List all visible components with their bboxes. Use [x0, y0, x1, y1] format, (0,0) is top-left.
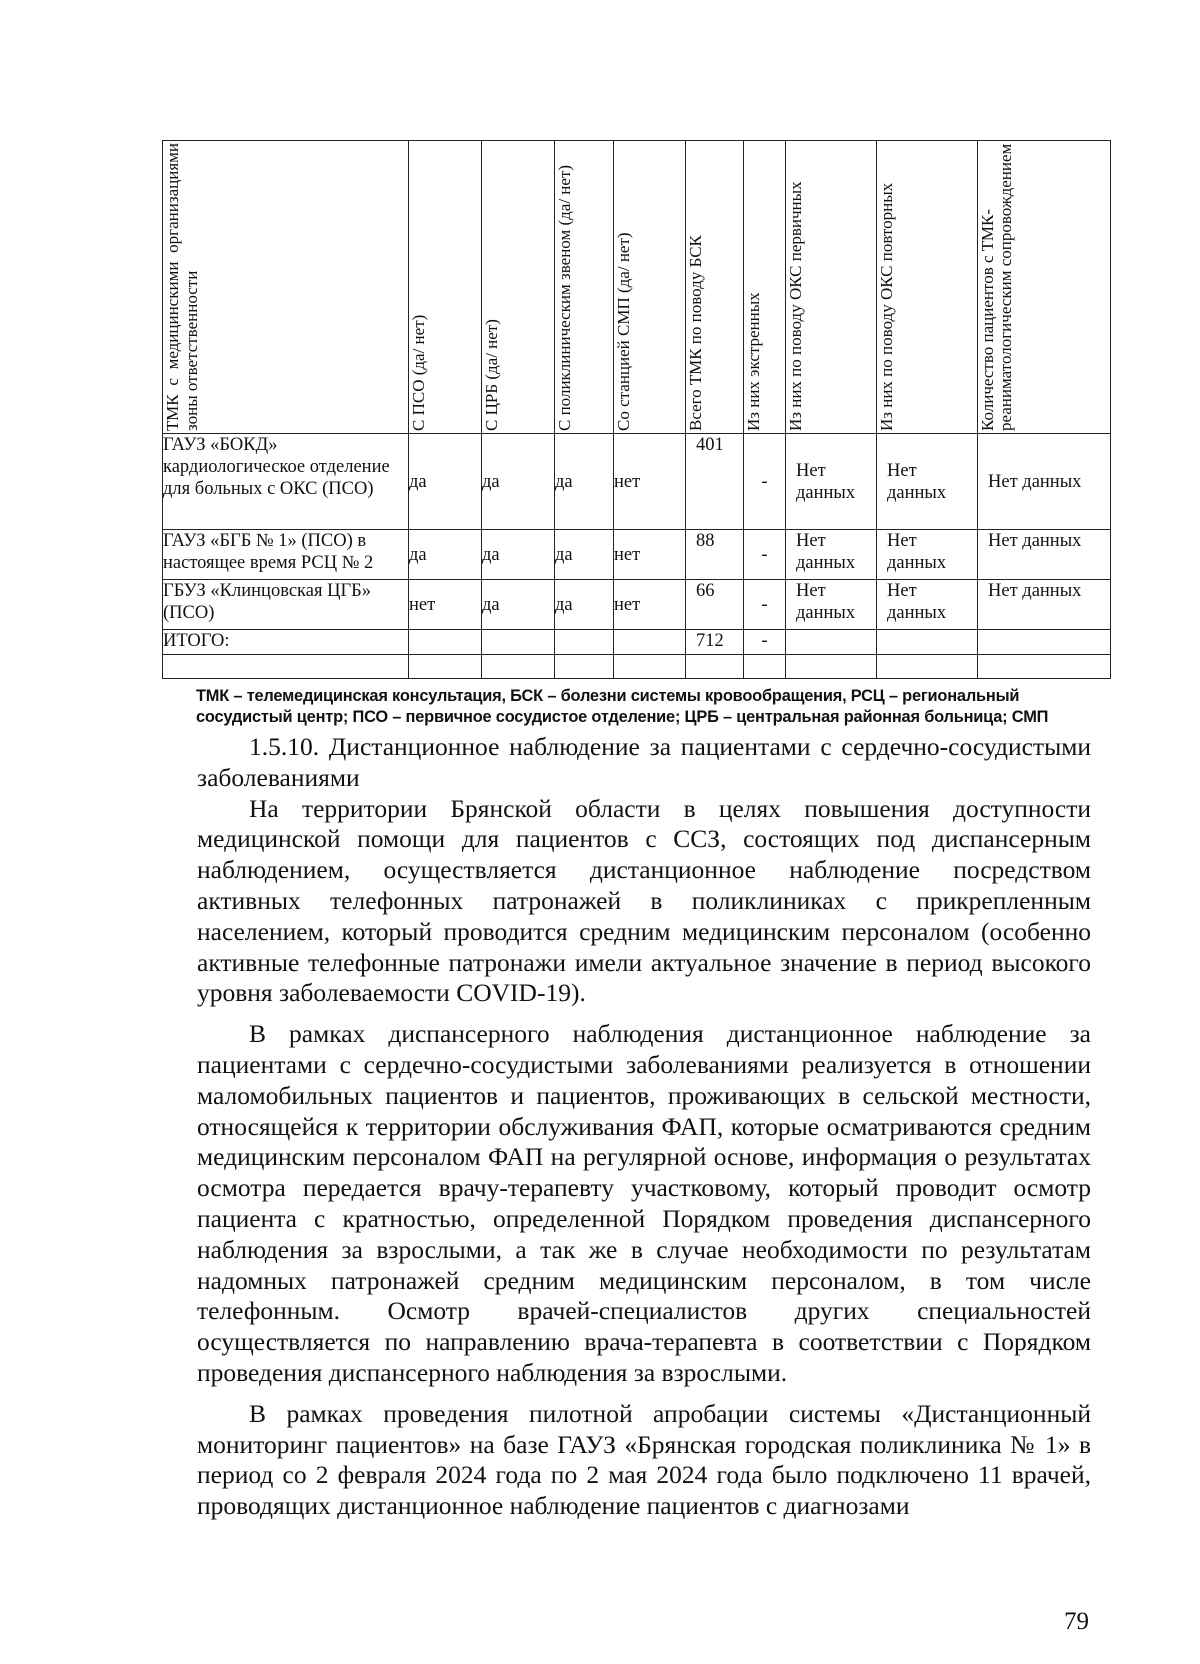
- header-cell: С ПСО (да/ нет): [409, 141, 482, 434]
- table-cell: ГАУЗ «БГБ № 1» (ПСО) в настоящее время РСЦ № 2: [163, 530, 409, 580]
- table-cell: да: [409, 434, 482, 530]
- paragraph: В рамках проведения пилотной апробации системы «Дистанционный мониторинг пациентов» на базе ГАУЗ «Брянская городская поликлиника № 1» в период со 2 февраля 2024 года по 2 мая 2024 года было подключено 11 врачей, проводящих дистанционное наблюдение пациентов с диагнозами: [197, 1398, 1091, 1521]
- table-row: [163, 630, 1111, 655]
- table-cell: Нет данных: [877, 580, 978, 630]
- table-cell: нет: [614, 434, 686, 530]
- table-cell: -: [744, 580, 786, 630]
- table-cell: [614, 655, 686, 679]
- footnote-line: сосудистый центр; ПСО – первичное сосудистое отделение; ЦРБ – центральная районная больница; СМП: [196, 708, 1049, 726]
- page-number: 79: [1064, 1608, 1089, 1635]
- table-cell: [877, 655, 978, 679]
- table-cell: [686, 655, 744, 679]
- table-cell: [614, 630, 686, 655]
- table-cell: [482, 655, 555, 679]
- table-cell: да: [482, 530, 555, 580]
- table-cell: 88: [686, 530, 744, 580]
- table-cell: [163, 655, 409, 679]
- table-cell: -: [744, 630, 786, 655]
- table-cell: [555, 655, 614, 679]
- table-cell: да: [409, 530, 482, 580]
- table-cell: 401: [686, 434, 744, 530]
- table-row: [163, 434, 1111, 530]
- table-cell: 712: [686, 630, 744, 655]
- table-cell: Нет данных: [978, 530, 1111, 580]
- table-cell: [409, 655, 482, 679]
- table-cell: Нет данных: [786, 434, 877, 530]
- table-header-row: [163, 141, 1111, 434]
- table-footnote: [196, 686, 1096, 728]
- header-cell: С поликлиническим звеном (да/ нет): [555, 141, 614, 434]
- table-cell: -: [744, 530, 786, 580]
- table-cell: [978, 655, 1111, 679]
- table-cell: ГАУЗ «БОКД» кардиологическое отделение для больных с ОКС (ПСО): [163, 434, 409, 530]
- table-cell: Нет данных: [877, 530, 978, 580]
- table-cell: нет: [409, 580, 482, 630]
- paragraph: В рамках диспансерного наблюдения дистанционное наблюдение за пациентами с сердечно-сосудистыми заболеваниями реализуется в отношении маломобильных пациентов и пациентов, проживающих в сельской местности, относящейся к территории обслуживания ФАП, которые осматриваются средним медицинским персоналом ФАП на регулярной основе, информация о результатах осмотра передается врачу-терапевту участковому, который проводит осмотр пациента с кратностью, определенной Порядком проведения диспансерного наблюдения за взрослыми, а так же в случае необходимости по результатам надомных патронажей средним медицинским персоналом, в том числе телефонным. Осмотр врачей-специалистов других специальностей осуществляется по направлению врача-терапевта в соответствии с Порядком проведения диспансерного наблюдения за взрослыми.: [197, 1019, 1091, 1387]
- table-cell: -: [744, 434, 786, 530]
- table-cell: Нет данных: [786, 530, 877, 580]
- header-cell: Из них экстренных: [744, 141, 786, 434]
- header-cell: С ЦРБ (да/ нет): [482, 141, 555, 434]
- table-cell: [877, 630, 978, 655]
- table-cell: да: [482, 434, 555, 530]
- table-cell: 66: [686, 580, 744, 630]
- table-cell: нет: [614, 580, 686, 630]
- header-cell: Всего ТМК по поводу БСК: [686, 141, 744, 434]
- table-cell: ИТОГО:: [163, 630, 409, 655]
- table-cell: [482, 630, 555, 655]
- section-heading: 1.5.10. Дистанционное наблюдение за пациентами с сердечно-сосудистыми заболеваниями: [197, 732, 1091, 792]
- table-cell: Нет данных: [978, 580, 1111, 630]
- table-row: [163, 580, 1111, 630]
- header-cell: ТМК с медицинскими организациями зоны ответственности: [163, 141, 409, 434]
- table-cell: [786, 630, 877, 655]
- table-cell: [786, 655, 877, 679]
- table-cell: да: [482, 580, 555, 630]
- header-cell: Из них по поводу ОКС повторных: [877, 141, 978, 434]
- footnote-line: ТМК – телемедицинская консультация, БСК – болезни системы кровообращения, РСЦ – региональный: [196, 687, 1020, 705]
- table-cell: Нет данных: [978, 434, 1111, 530]
- table-cell: [744, 655, 786, 679]
- table-cell: нет: [614, 530, 686, 580]
- section-body: [197, 732, 1091, 1522]
- table-cell: Нет данных: [786, 580, 877, 630]
- table-cell: [978, 630, 1111, 655]
- table-cell: Нет данных: [877, 434, 978, 530]
- table-row: [163, 530, 1111, 580]
- header-cell: Количество пациентов с ТМК- реаниматологическим сопровождением: [978, 141, 1111, 434]
- table-cell: ГБУЗ «Клинцовская ЦГБ» (ПСО): [163, 580, 409, 630]
- header-cell: Со станцией СМП (да/ нет): [614, 141, 686, 434]
- table-row: [163, 655, 1111, 679]
- paragraph: На территории Брянской области в целях повышения доступности медицинской помощи для пациентов с ССЗ, состоящих под диспансерным наблюдением, осуществляется дистанционное наблюдение посредством активных телефонных патронажей в поликлиниках с прикрепленным населением, который проводится средним медицинским персоналом (особенно активные телефонные патронажи имели актуальное значение в период высокого уровня заболеваемости COVID-19).: [197, 793, 1091, 1008]
- table-cell: да: [555, 580, 614, 630]
- header-cell: Из них по поводу ОКС первичных: [786, 141, 877, 434]
- table-cell: [555, 630, 614, 655]
- table-cell: да: [555, 530, 614, 580]
- table-cell: да: [555, 434, 614, 530]
- tmk-table: [162, 140, 1111, 679]
- table-cell: [409, 630, 482, 655]
